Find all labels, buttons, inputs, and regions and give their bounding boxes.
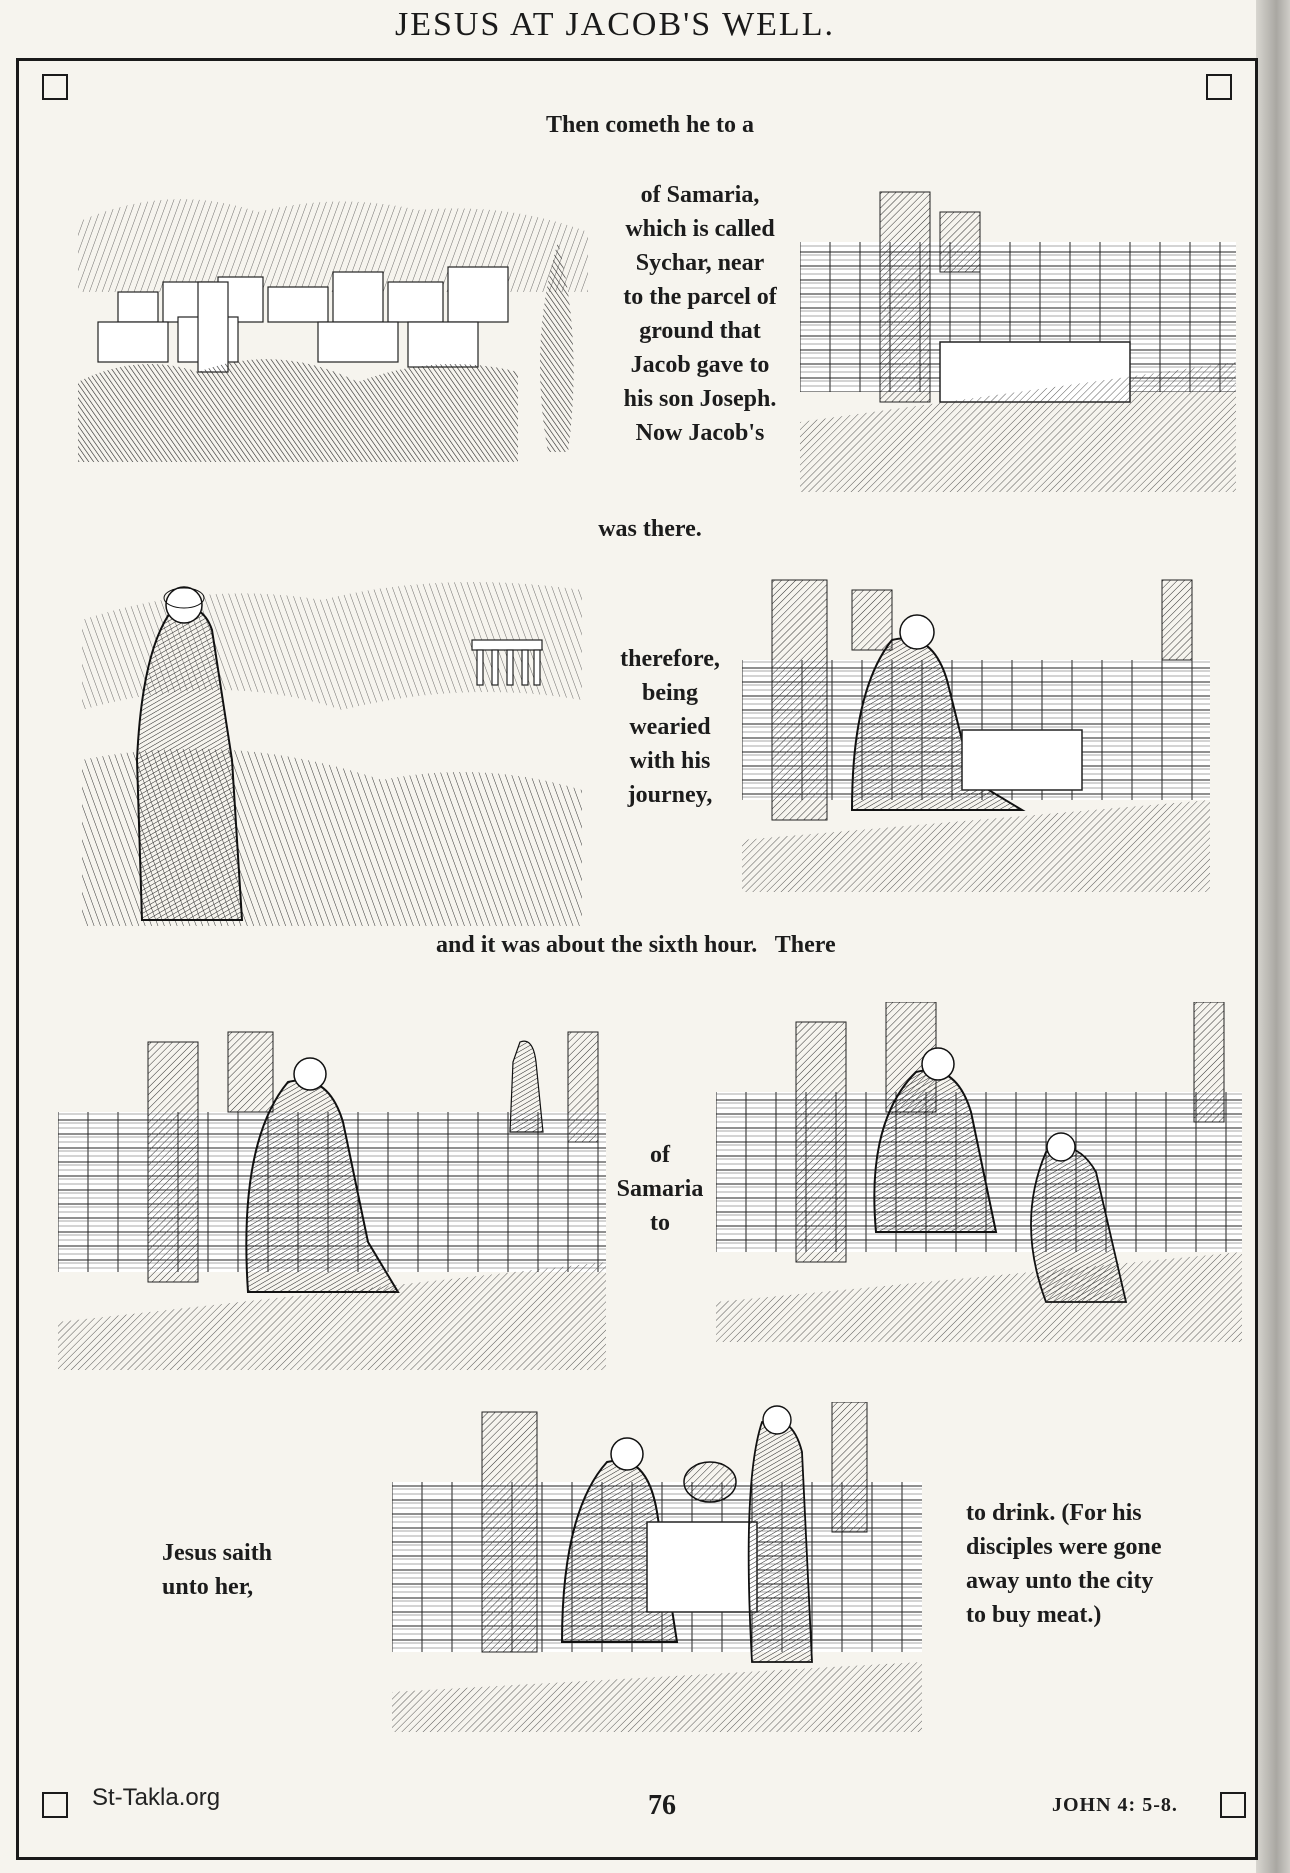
page-number: 76 xyxy=(648,1790,676,1821)
woman-approach-engraving xyxy=(58,1022,606,1370)
text-line-2: was there. xyxy=(598,516,702,542)
corner-ornament-bottom-right xyxy=(1220,1792,1246,1818)
woman-kneel-engraving xyxy=(716,1002,1242,1342)
city-engraving xyxy=(78,182,588,462)
text-right-4: to drink. (For his disciples were gone away unto the city to buy meat.) xyxy=(966,1500,1162,1628)
text-left-4: Jesus saith unto her, xyxy=(162,1540,273,1600)
scripture-reference: JOHN 4: 5-8. xyxy=(1052,1794,1178,1816)
drink-engraving xyxy=(392,1402,922,1732)
text-block-2: therefore, being wearied with his journey, xyxy=(620,646,720,808)
seated-engraving xyxy=(742,570,1210,892)
corner-ornament-bottom-left xyxy=(42,1792,68,1818)
page-edge-shadow xyxy=(1256,0,1290,1873)
page-title: JESUS AT JACOB'S WELL. xyxy=(395,6,835,43)
watermark: St-Takla.org xyxy=(92,1784,221,1811)
traveler-engraving xyxy=(82,560,582,926)
text-block-3: of Samaria to xyxy=(616,1142,704,1236)
corner-ornament-top-right xyxy=(1206,74,1232,100)
well-engraving xyxy=(800,182,1236,492)
corner-ornament-top-left xyxy=(42,74,68,100)
text-line-1: Then cometh he to a xyxy=(546,112,754,138)
text-line-3: and it was about the sixth hour. There xyxy=(436,932,836,958)
text-block-1: of Samaria, which is called Sychar, near to the parcel of ground that Jacob gave to his son Joseph. Now Jacob's xyxy=(623,182,777,446)
